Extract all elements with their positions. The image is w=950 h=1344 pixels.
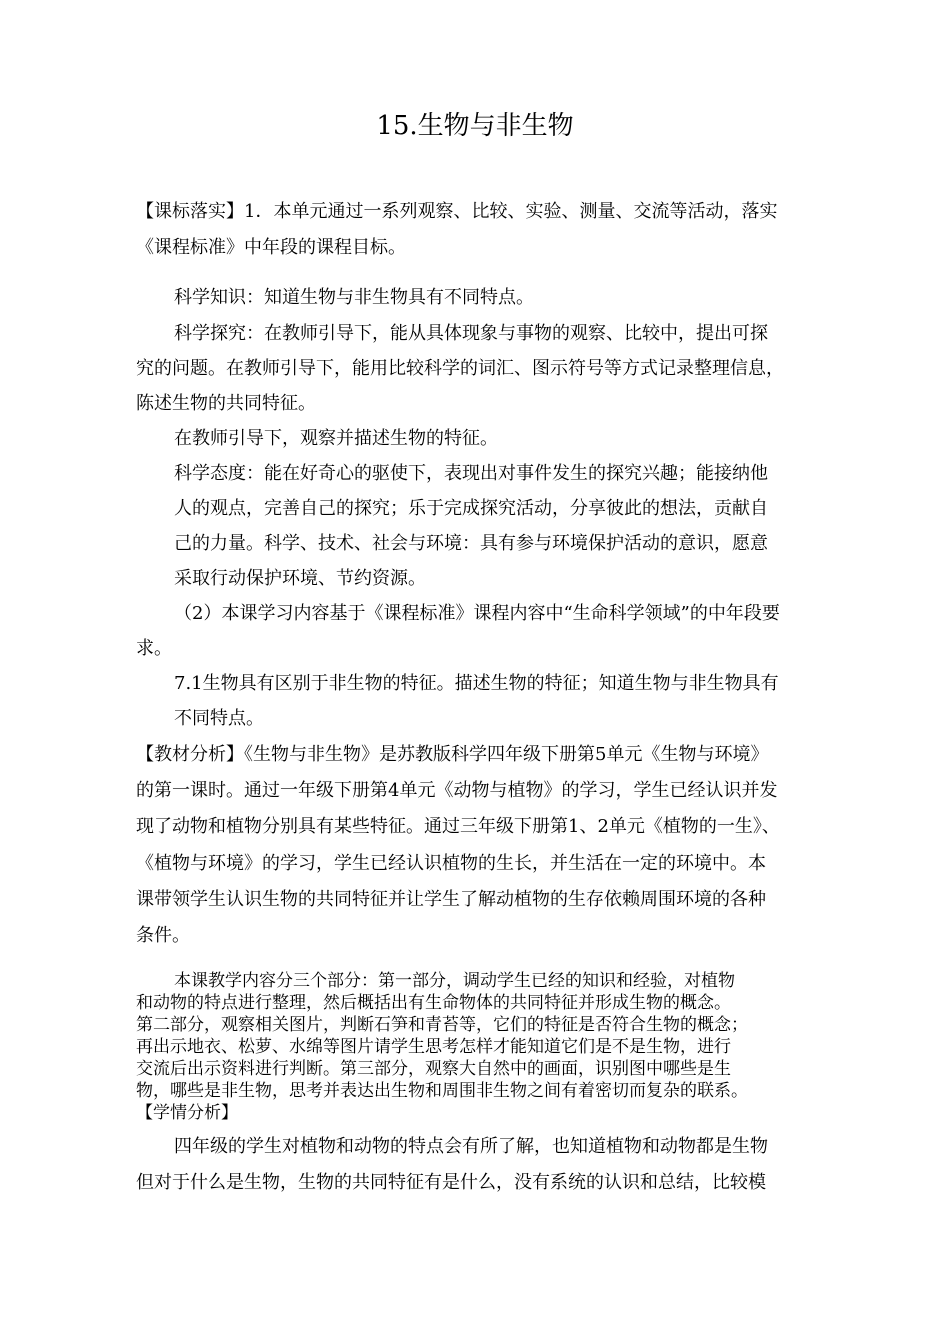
text-line: 科学态度：能在好奇心的驱使下，表现出对事件发生的探究兴趣；能接纳他 [174,463,768,484]
text-line: 陈述生物的共同特征。 [136,393,316,414]
text-line: 【课标落实】1．本单元通过一系列观察、比较、实验、测量、交流等活动，落实 [136,201,778,222]
text-line: 四年级的学生对植物和动物的特点会有所了解，也知道植物和动物都是生物 [174,1136,768,1157]
text-line: 究的问题。在教师引导下，能用比较科学的词汇、图示符号等方式记录整理信息， [136,358,784,379]
text-line: 再出示地衣、松萝、水绵等图片请学生思考怎样才能知道它们是不是生物，进行 [136,1037,731,1057]
text-line: 条件。 [136,925,190,946]
text-line: 采取行动保护环境、节约资源。 [174,568,426,589]
text-line: 在教师引导下，观察并描述生物的特征。 [174,428,498,449]
text-line: 《植物与环境》的学习，学生已经认识植物的生长，并生活在一定的环境中。本 [136,853,766,874]
text-line: 己的力量。科学、技术、社会与环境：具有参与环境保护活动的意识，愿意 [174,533,768,554]
text-line: 本课教学内容分三个部分：第一部分，调动学生已经的知识和经验，对植物 [174,971,735,991]
text-line: 第二部分，观察相关图片，判断石笋和青苔等，它们的特征是否符合生物的概念； [136,1015,748,1035]
text-line: 科学知识：知道生物与非生物具有不同特点。 [174,287,534,308]
text-line: 但对于什么是生物，生物的共同特征有是什么，没有系统的认识和总结，比较模 [136,1172,766,1193]
document-title: 15.生物与非生物 [376,111,574,141]
text-line: 《课程标准》中年段的课程目标。 [136,237,406,258]
text-line: 科学探究：在教师引导下，能从具体现象与事物的观察、比较中，提出可探 [174,323,768,344]
text-line: 求。 [136,638,172,659]
text-line: （2）本课学习内容基于《课程标准》课程内容中“生命科学领域”的中年段要 [174,603,780,624]
text-line: 物，哪些是非生物，思考并表达出生物和周围非生物之间有着密切而复杂的联系。 [136,1081,748,1101]
text-line: 和动物的特点进行整理，然后概括出有生命物体的共同特征并形成生物的概念。 [136,993,731,1013]
text-line: 不同特点。 [174,708,264,729]
text-line: 7.1生物具有区别于非生物的特征。描述生物的特征；知道生物与非生物具有 [174,673,779,694]
text-line: 人的观点，完善自己的探究；乐于完成探究活动，分享彼此的想法，贡献自 [174,498,768,519]
text-line: 现了动物和植物分别具有某些特征。通过三年级下册第1、2单元《植物的一生》、 [136,816,780,837]
text-line: 【教材分析】《生物与非生物》是苏教版科学四年级下册第5单元《生物与环境》 [136,744,769,765]
section-heading: 【学情分析】 [136,1103,238,1123]
text-line: 课带领学生认识生物的共同特征并让学生了解动植物的生存依赖周围环境的各种 [136,889,766,910]
text-line: 的第一课时。通过一年级下册第4单元《动物与植物》的学习，学生已经认识并发 [136,780,778,801]
text-line: 交流后出示资料进行判断。第三部分，观察大自然中的画面，识别图中哪些是生 [136,1059,731,1079]
